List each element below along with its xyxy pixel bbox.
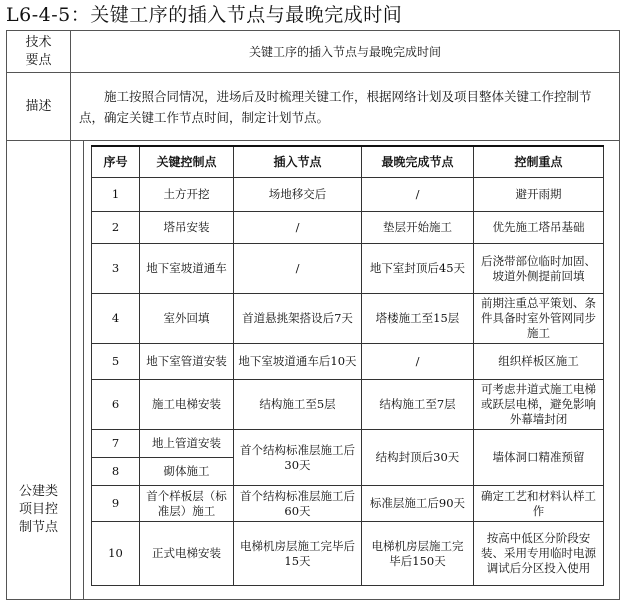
tech-points-row [7,31,620,73]
cell-index: 9 [92,486,140,522]
cell-control-focus: 避开雨期 [474,178,604,212]
cell-index: 4 [92,294,140,344]
cell-control-point: 地下室坡道通车 [140,244,234,294]
cell-index: 10 [92,522,140,586]
cell-index: 7 [92,430,140,458]
header-insert-node: 插入节点 [234,146,362,178]
cell-control-focus: 前期注重总平策划、条件具备时室外管网同步施工 [474,294,604,344]
header-control-focus: 控制重点 [474,146,604,178]
cell-control-focus: 优先施工塔吊基础 [474,212,604,244]
cell-latest-finish: 结构封顶后30天 [362,430,474,486]
cell-control-focus: 按高中低区分阶段安装、采用专用临时电源调试后分区投入使用 [474,522,604,586]
tech-points-label-text: 技术 要点 [25,34,52,68]
cell-latest-finish: 电梯机房层施工完毕后150天 [362,522,474,586]
table-header-row [92,146,604,178]
cell-index: 8 [92,458,140,486]
cell-index: 3 [92,244,140,294]
cell-control-focus: 后浇带部位临时加固、坡道外侧提前回填 [474,244,604,294]
cell-insert-node: 场地移交后 [234,178,362,212]
cell-control-point: 地上管道安装 [140,430,234,458]
tech-points-value: 关键工序的插入节点与最晚完成时间 [71,31,620,73]
cell-latest-finish: 结构施工至7层 [362,380,474,430]
cell-control-point: 砌体施工 [140,458,234,486]
cell-control-point: 施工电梯安装 [140,380,234,430]
table-row [92,212,604,244]
cell-index: 6 [92,380,140,430]
control-nodes-row [7,141,620,600]
spec-table [6,30,620,600]
control-nodes-table [91,145,604,586]
cell-control-point: 室外回填 [140,294,234,344]
cell-latest-finish: 垫层开始施工 [362,212,474,244]
table-row [92,294,604,344]
cell-index: 2 [92,212,140,244]
table-row [92,522,604,586]
table-row [92,486,604,522]
cell-insert-node: 结构施工至5层 [234,380,362,430]
cell-control-point: 塔吊安装 [140,212,234,244]
cell-control-point: 正式电梯安装 [140,522,234,586]
cell-control-point: 首个样板层（标准层）施工 [140,486,234,522]
cell-latest-finish: 标准层施工后90天 [362,486,474,522]
table-row [92,430,604,458]
header-index: 序号 [92,146,140,178]
cell-latest-finish: / [362,344,474,380]
cell-insert-node: 地下室坡道通车后10天 [234,344,362,380]
cell-control-point: 地下室管道安装 [140,344,234,380]
cell-insert-node: / [234,212,362,244]
cell-control-point: 土方开挖 [140,178,234,212]
cell-insert-node: 首道悬挑架搭设后7天 [234,294,362,344]
description-label: 描述 [7,73,71,141]
page-title: L6-4-5：关键工序的插入节点与最晚完成时间 [6,4,403,26]
tech-points-label [7,31,71,73]
cell-insert-node: 首个结构标准层施工后30天 [234,430,362,486]
control-nodes-label-text: 公建类 项目控 制节点 [18,484,58,535]
description-value: 施工按照合同情况，进场后及时梳理关键工作，根据网络计划及项目整体关键工作控制节点，确定关键工作节点时间，制定计划节点。 [71,73,620,141]
table-row [92,380,604,430]
cell-insert-node: / [234,244,362,294]
control-nodes-label [7,141,71,600]
cell-control-focus: 墙体洞口精准预留 [474,430,604,486]
cell-latest-finish: 地下室封顶后45天 [362,244,474,294]
cell-control-focus: 组织样板区施工 [474,344,604,380]
header-latest-finish: 最晚完成节点 [362,146,474,178]
header-control-point: 关键控制点 [140,146,234,178]
cell-index: 1 [92,178,140,212]
margin-line [83,141,84,599]
cell-index: 5 [92,344,140,380]
cell-latest-finish: / [362,178,474,212]
cell-insert-node: 首个结构标准层施工后60天 [234,486,362,522]
cell-latest-finish: 塔楼施工至15层 [362,294,474,344]
table-row [92,178,604,212]
table-row [92,344,604,380]
description-row [7,73,620,141]
table-row [92,244,604,294]
cell-control-focus: 确定工艺和材料认样工作 [474,486,604,522]
cell-control-focus: 可考虑井道式施工电梯或跃层电梯，避免影响外幕墙封闭 [474,380,604,430]
cell-insert-node: 电梯机房层施工完毕后15天 [234,522,362,586]
control-nodes-cell [71,141,620,600]
